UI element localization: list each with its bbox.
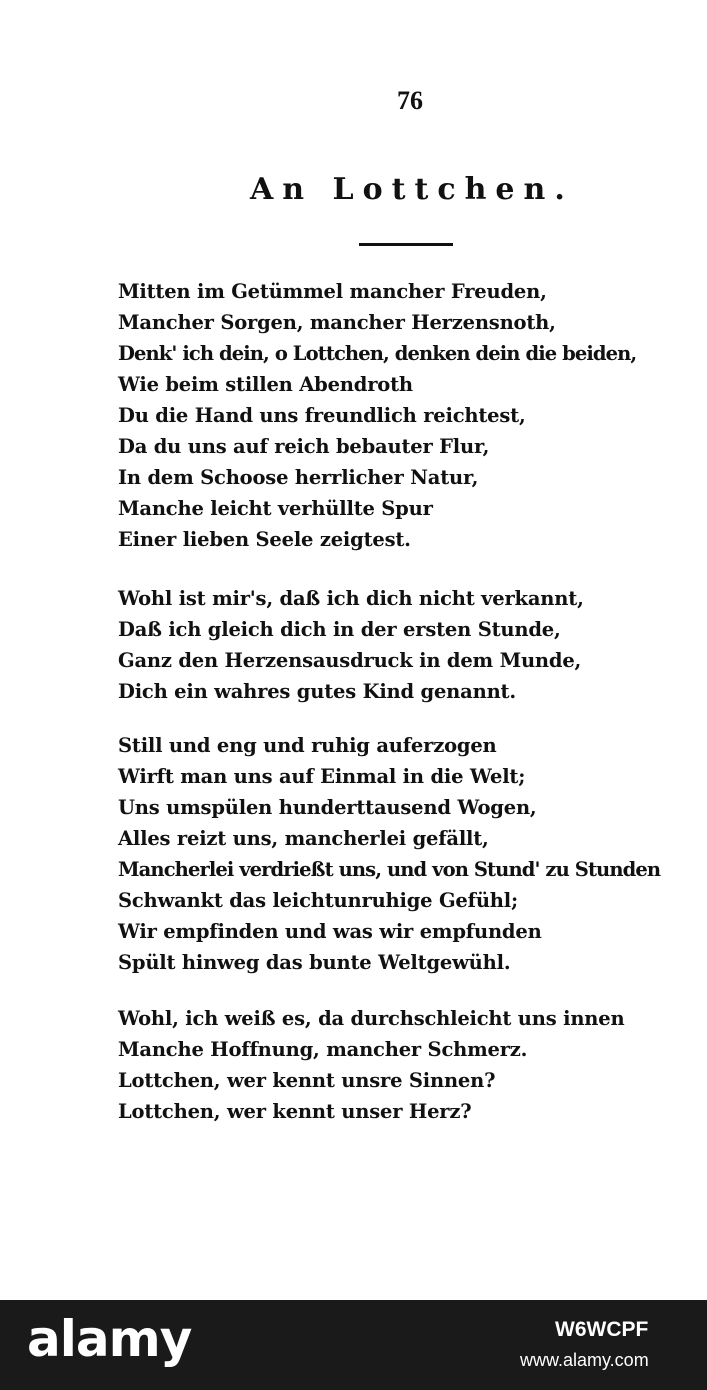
poem-line: Wie beim stillen Abendroth [118, 373, 413, 396]
stanza-1 [118, 276, 636, 555]
poem-line: Mitten im Getümmel mancher Freuden, [118, 280, 547, 303]
poem-line: Dich ein wahres gutes Kind genannt. [118, 680, 516, 703]
poem-line: Wirft man uns auf Einmal in die Welt; [118, 765, 526, 788]
poem-line: Manche leicht verhüllte Spur [118, 497, 433, 520]
watermark-site: www.alamy.com [520, 1350, 649, 1370]
poem-line: Lottchen, wer kennt unsre Sinnen? [118, 1069, 496, 1092]
poem-line: Spült hinweg das bunte Weltgewühl. [118, 951, 511, 974]
poem-line: Schwankt das leichtunruhige Gefühl; [118, 889, 518, 912]
poem-line: In dem Schoose herrlicher Natur, [118, 466, 479, 489]
title-divider [359, 243, 453, 246]
watermark-image-id: W6WCPF [555, 1318, 649, 1341]
poem-line: Du die Hand uns freundlich reichtest, [118, 404, 526, 427]
watermark-logo: alamy [27, 1310, 192, 1368]
poem-line: Daß ich gleich dich in der ersten Stunde, [118, 618, 561, 641]
poem-line: Denk' ich dein, o Lottchen, denken dein die beiden, [118, 342, 637, 365]
poem-line: Wohl, ich weiß es, da durchschleicht uns innen [118, 1007, 625, 1030]
page-number: 76 [397, 86, 423, 115]
poem-line: Manche Hoffnung, mancher Schmerz. [118, 1038, 528, 1061]
stanza-2 [118, 583, 584, 707]
stanza-4 [118, 1003, 624, 1127]
poem-line: Wohl ist mir's, daß ich dich nicht verkannt, [118, 587, 584, 610]
poem-line: Wir empfinden und was wir empfunden [118, 920, 542, 943]
poem-line: Mancher Sorgen, mancher Herzensnoth, [118, 311, 556, 334]
poem-line: Uns umspülen hunderttausend Wogen, [118, 796, 537, 819]
poem-line: Einer lieben Seele zeigtest. [118, 528, 411, 551]
poem-line: Lottchen, wer kennt unser Herz? [118, 1100, 472, 1123]
poem-title: An Lottchen. [250, 172, 574, 207]
poem-line: Da du uns auf reich bebauter Flur, [118, 435, 490, 458]
poem-line: Ganz den Herzensausdruck in dem Munde, [118, 649, 582, 672]
poem-line: Mancherlei verdrießt uns, und von Stund' zu Stunden [118, 858, 661, 881]
poem-line: Alles reizt uns, mancherlei gefällt, [118, 827, 489, 850]
stanza-3 [118, 730, 660, 978]
poem-line: Still und eng und ruhig auferzogen [118, 734, 497, 757]
